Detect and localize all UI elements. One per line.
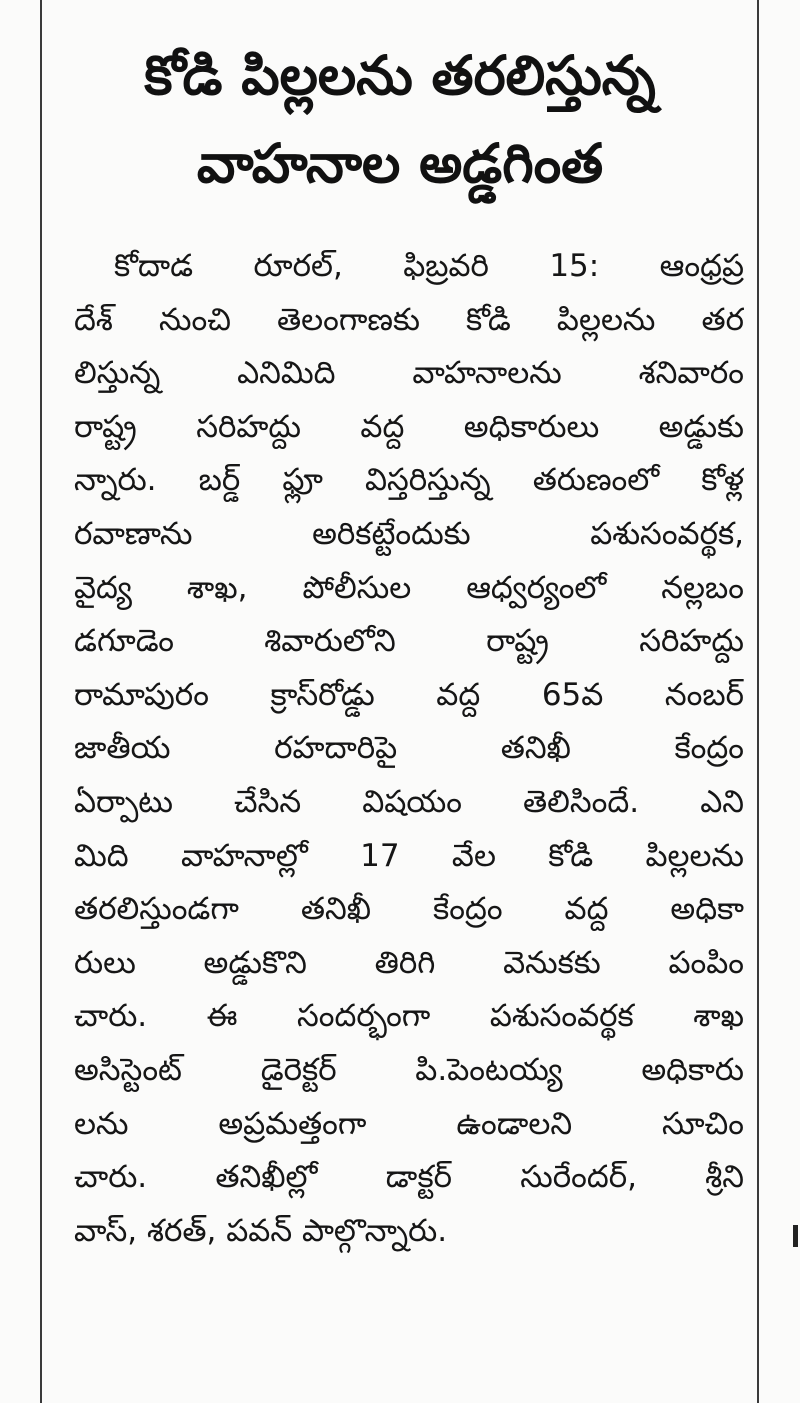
column-rule-right bbox=[757, 0, 759, 1403]
body-line: దేశ్ నుంచి తెలంగాణకు కోడి పిల్లలను తర bbox=[74, 301, 744, 338]
body-line: వాస్, శరత్, పవన్ పాల్గొన్నారు. bbox=[74, 1212, 448, 1249]
body-line: మిది వాహనాల్లో 17 వేల కోడి పిల్లలను bbox=[74, 837, 744, 874]
edge-mark bbox=[793, 1225, 798, 1247]
body-line: రులు అడ్డుకొని తిరిగి వెనుకకు పంపిం bbox=[74, 944, 744, 981]
body-line: రాష్ట్ర సరిహద్దు వద్ద అధికారులు అడ్డుకు bbox=[74, 408, 744, 445]
body-line: జాతీయ రహదారిపై తనిఖీ కేంద్రం bbox=[74, 730, 744, 767]
body-line: లిస్తున్న ఎనిమిది వాహనాలను శనివారం bbox=[74, 355, 744, 392]
body-line: లను అప్రమత్తంగా ఉండాలని సూచిం bbox=[74, 1105, 744, 1142]
body-line: వైద్య శాఖ, పోలీసుల ఆధ్వర్యంలో నల్లబం bbox=[74, 569, 744, 606]
body-line: రవాణాను అరికట్టేందుకు పశుసంవర్థక, bbox=[74, 515, 744, 552]
article-headline bbox=[48, 32, 752, 208]
headline-line: వాహనాల అడ్డగింత bbox=[196, 132, 604, 195]
body-line: అసిస్టెంట్ డైరెక్టర్ పి.పెంటయ్య అధికారు bbox=[74, 1051, 744, 1088]
body-line: చారు. ఈ సందర్భంగా పశుసంవర్థక శాఖ bbox=[74, 998, 744, 1035]
body-line: కోదాడ రూరల్, ఫిబ్రవరి 15: ఆంధ్రప్ర bbox=[114, 248, 744, 284]
body-line: రామాపురం క్రాస్‌రోడ్డు వద్ద 65వ నంబర్ bbox=[74, 676, 744, 713]
body-line: ఏర్పాటు చేసిన విషయం తెలిసిందే. ఎని bbox=[74, 783, 744, 820]
body-line: తరలిస్తుండగా తనిఖీ కేంద్రం వద్ద అధికా bbox=[74, 891, 744, 928]
body-line: డగూడెం శివారులోని రాష్ట్ర సరిహద్దు bbox=[74, 623, 744, 660]
headline-line: కోడి పిల్లలను తరలిస్తున్న bbox=[144, 44, 656, 107]
column-rule-left bbox=[40, 0, 42, 1403]
body-line: న్నారు. బర్డ్ ఫ్లూ విస్తరిస్తున్న తరుణంలో కోళ్ల bbox=[74, 462, 744, 499]
body-line: చారు. తనిఖీల్లో డాక్టర్ సురేందర్, శ్రీని bbox=[74, 1159, 744, 1196]
article-body bbox=[74, 240, 744, 1258]
